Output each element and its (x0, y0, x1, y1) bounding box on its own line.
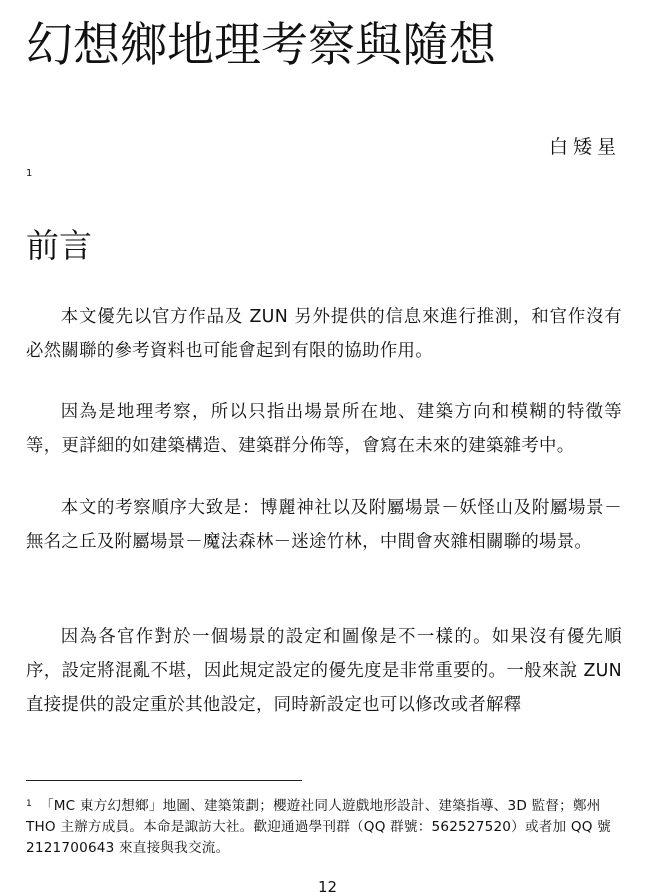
footnote-marker: 1 (26, 168, 33, 179)
footnote (26, 794, 626, 859)
author-name: 白矮星 (548, 136, 621, 158)
footnote-number: 1 (26, 799, 32, 809)
page-number: 12 (317, 878, 338, 896)
paragraph: 本文的考察順序大致是：博麗神社以及附屬場景－妖怪山及附屬場景－無名之丘及附屬場景－魔法森林－迷途竹林，中間會夾雜相關聯的場景。 (26, 498, 622, 552)
footnote-text: 「MC 東方幻想鄉」地圖、建築策劃；櫻遊社同人遊戲地形設計、建築指導、3D 監督；鄭州 THO 主辦方成員。本命是諏訪大社。歡迎通過學刊群（QQ 群號：562527520）或者加 QQ 號 2121700643 來直接與我交流。 (26, 798, 611, 856)
section-heading: 前言 (26, 226, 92, 265)
paragraph: 因為是地理考察，所以只指出場景所在地、建築方向和模糊的特徵等等，更詳細的如建築構造、建築群分佈等，會寫在未來的建築雜考中。 (26, 402, 622, 456)
footnote-divider (26, 780, 302, 781)
paragraph: 因為各官作對於一個場景的設定和圖像是不一樣的。如果沒有優先順序，設定將混亂不堪，因此規定設定的優先度是非常重要的。一般來說 ZUN 直接提供的設定重於其他設定，同時新設定也可以修改或者解釋 (26, 627, 622, 715)
paragraph: 本文優先以官方作品及 ZUN 另外提供的信息來進行推測，和官作沒有必然關聯的參考資料也可能會起到有限的協助作用。 (26, 307, 622, 361)
document-title: 幻想鄉地理考察與隨想 (26, 18, 496, 73)
